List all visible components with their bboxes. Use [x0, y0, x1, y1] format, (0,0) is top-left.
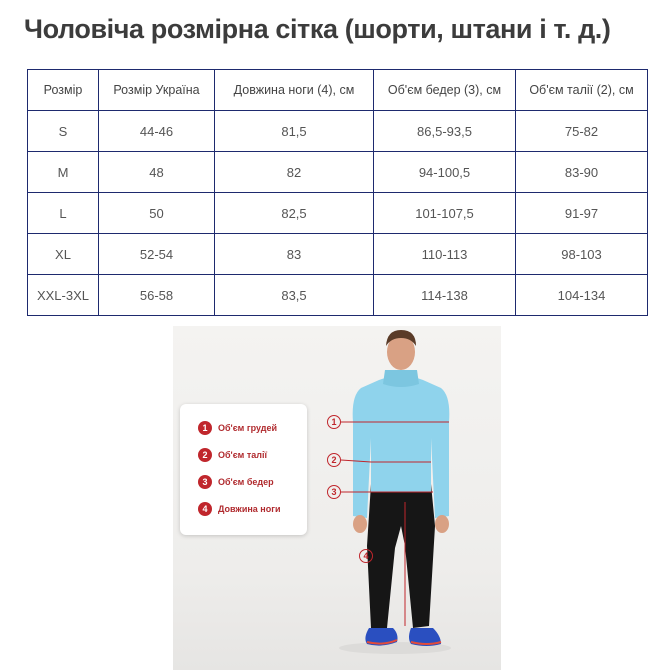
- cell-size-ukraine: 44-46: [99, 111, 215, 152]
- cell-size-ukraine: 56-58: [99, 275, 215, 316]
- cell-leg-length: 82,5: [215, 193, 374, 234]
- cell-waist-volume: 104-134: [516, 275, 648, 316]
- table-row: [28, 275, 648, 316]
- cell-leg-length: 83,5: [215, 275, 374, 316]
- leg-length-marker: 4: [359, 549, 373, 563]
- waist-marker: 2: [327, 453, 341, 467]
- number-badge-1: 1: [198, 421, 212, 435]
- legend-label-leg-length: Довжина ноги: [218, 504, 281, 514]
- table-row: [28, 152, 648, 193]
- cell-waist-volume: 98-103: [516, 234, 648, 275]
- cell-waist-volume: 83-90: [516, 152, 648, 193]
- chest-marker: 1: [327, 415, 341, 429]
- page-title: Чоловіча розмірна сітка (шорти, штани і т. д.): [24, 14, 611, 44]
- number-badge-3: 3: [198, 475, 212, 489]
- legend-label-chest: Об'єм грудей: [218, 423, 277, 433]
- legend-label-waist: Об'єм талії: [218, 450, 267, 460]
- size-table: [27, 69, 648, 316]
- header-hip-volume: Об'єм бедер (3), см: [374, 70, 516, 111]
- cell-hip-volume: 86,5-93,5: [374, 111, 516, 152]
- header-leg-length: Довжина ноги (4), см: [215, 70, 374, 111]
- legend-item-chest: [198, 420, 277, 436]
- cell-hip-volume: 94-100,5: [374, 152, 516, 193]
- measurement-photo: [173, 326, 501, 670]
- legend-item-leg-length: [198, 501, 281, 517]
- number-badge-2: 2: [198, 448, 212, 462]
- cell-size: XXL-3XL: [28, 275, 99, 316]
- cell-size: XL: [28, 234, 99, 275]
- cell-leg-length: 83: [215, 234, 374, 275]
- header-size-ukraine: Розмір Україна: [99, 70, 215, 111]
- header-size: Розмір: [28, 70, 99, 111]
- cell-size: L: [28, 193, 99, 234]
- cell-waist-volume: 75-82: [516, 111, 648, 152]
- cell-leg-length: 82: [215, 152, 374, 193]
- cell-size-ukraine: 52-54: [99, 234, 215, 275]
- cell-hip-volume: 114-138: [374, 275, 516, 316]
- hip-marker: 3: [327, 485, 341, 499]
- cell-size: M: [28, 152, 99, 193]
- cell-size-ukraine: 50: [99, 193, 215, 234]
- cell-hip-volume: 101-107,5: [374, 193, 516, 234]
- header-waist-volume: Об'єм талії (2), см: [516, 70, 648, 111]
- cell-size: S: [28, 111, 99, 152]
- table-header-row: [28, 70, 648, 111]
- cell-size-ukraine: 48: [99, 152, 215, 193]
- cell-hip-volume: 110-113: [374, 234, 516, 275]
- cell-waist-volume: 91-97: [516, 193, 648, 234]
- legend-label-hips: Об'єм бедер: [218, 477, 274, 487]
- table-row: [28, 111, 648, 152]
- number-badge-4: 4: [198, 502, 212, 516]
- legend-item-waist: [198, 447, 267, 463]
- legend-item-hips: [198, 474, 274, 490]
- table-row: [28, 234, 648, 275]
- measurement-legend: [180, 404, 307, 535]
- tights: [367, 484, 435, 628]
- table-row: [28, 193, 648, 234]
- cell-leg-length: 81,5: [215, 111, 374, 152]
